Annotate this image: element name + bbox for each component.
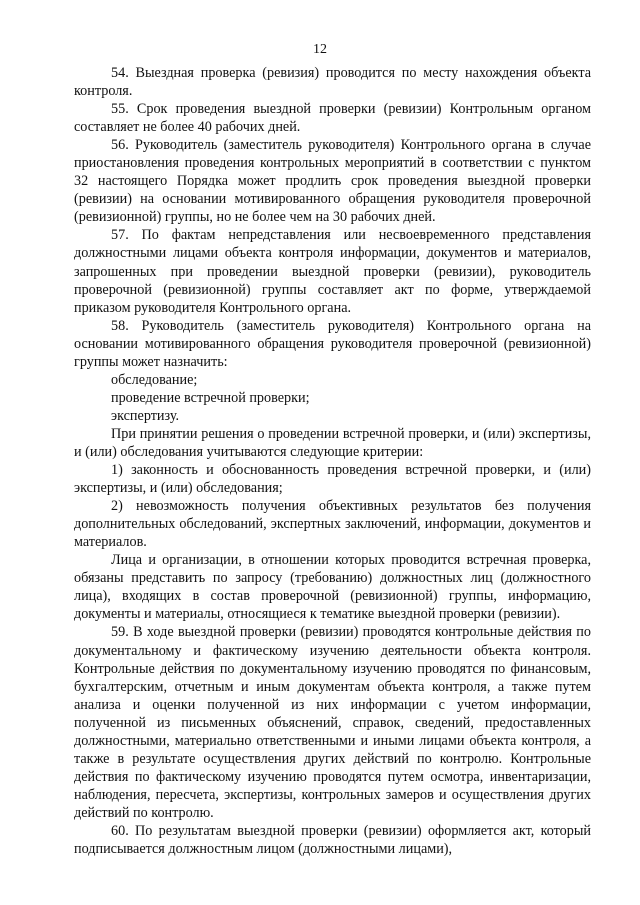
criteria-item-2: 2) невозможность получения объективных результатов без получения дополнительных обследований, экспертных заключений, информации, документов и материалов.: [74, 498, 591, 551]
criteria-item-1: 1) законность и обоснованность проведения встречной проверки, и (или) экспертизы, и (или) обследования;: [74, 462, 591, 497]
paragraph-criteria-intro: При принятии решения о проведении встречной проверки, и (или) экспертизы, и (или) обследования учитываются следующие критерии:: [74, 425, 591, 460]
document-body: [74, 64, 591, 858]
paragraph-obligations: Лица и организации, в отношении которых проводится встречная проверка, обязаны представить по запросу (требованию) должностных лиц (должностного лица), входящих в состав проверочной (ревизионной) группы, информацию, документы и материалы, относящиеся к тематике выездной проверки (ревизии).: [74, 552, 591, 623]
list-item-expertise: экспертизу.: [111, 407, 180, 424]
list-item-counter-check: проведение встречной проверки;: [111, 389, 310, 406]
paragraph-56: 56. Руководитель (заместитель руководителя) Контрольного органа в случае приостановления проведения контрольных мероприятий в соответствии с пунктом 32 настоящего Порядка может продлить срок проведения выездной проверки (ревизии) на основании мотивированного обращения руководителя проверочной (ревизионной) группы, но не более чем на 30 рабочих дней.: [74, 137, 591, 226]
paragraph-55: 55. Срок проведения выездной проверки (ревизии) Контрольным органом составляет не более 40 рабочих дней.: [74, 101, 591, 136]
page-number: 12: [313, 42, 327, 57]
paragraph-57: 57. По фактам непредставления или несвоевременного представления должностными лицами объекта контроля информации, документов и материалов, запрошенных при проведении выездной проверки (ревизии), руководитель проверочной (ревизионной) группы составляет акт по форме, утверждаемой приказом руководителя Контрольного органа.: [74, 227, 591, 316]
paragraph-54: 54. Выездная проверка (ревизия) проводится по месту нахождения объекта контроля.: [74, 65, 591, 100]
paragraph-60: 60. По результатам выездной проверки (ревизии) оформляется акт, который подписывается должностным лицом (должностными лицами),: [74, 822, 591, 858]
paragraph-58: 58. Руководитель (заместитель руководителя) Контрольного органа на основании мотивированного обращения руководителя проверочной (ревизионной) группы может назначить:: [74, 317, 591, 370]
paragraph-59: 59. В ходе выездной проверки (ревизии) проводятся контрольные действия по документальному и фактическому изучению деятельности объекта контроля. Контрольные действия по документальному изучению проводятся по финансовым, бухгалтерским, отчетным и иным документам объекта контроля, а также путем анализа и оценки полученной из них информации с учетом информации, полученной из письменных объяснений, справок, сведений, предоставленных должностными, материально ответственными и иными лицами объекта контроля, а также в результате осуществления других действий по контролю. Контрольные действия по фактическому изучению проводятся путем осмотра, инвентаризации, наблюдения, пересчета, экспертизы, контрольных замеров и осуществления других действий по контролю.: [74, 624, 591, 821]
list-item-survey: обследование;: [111, 371, 198, 388]
